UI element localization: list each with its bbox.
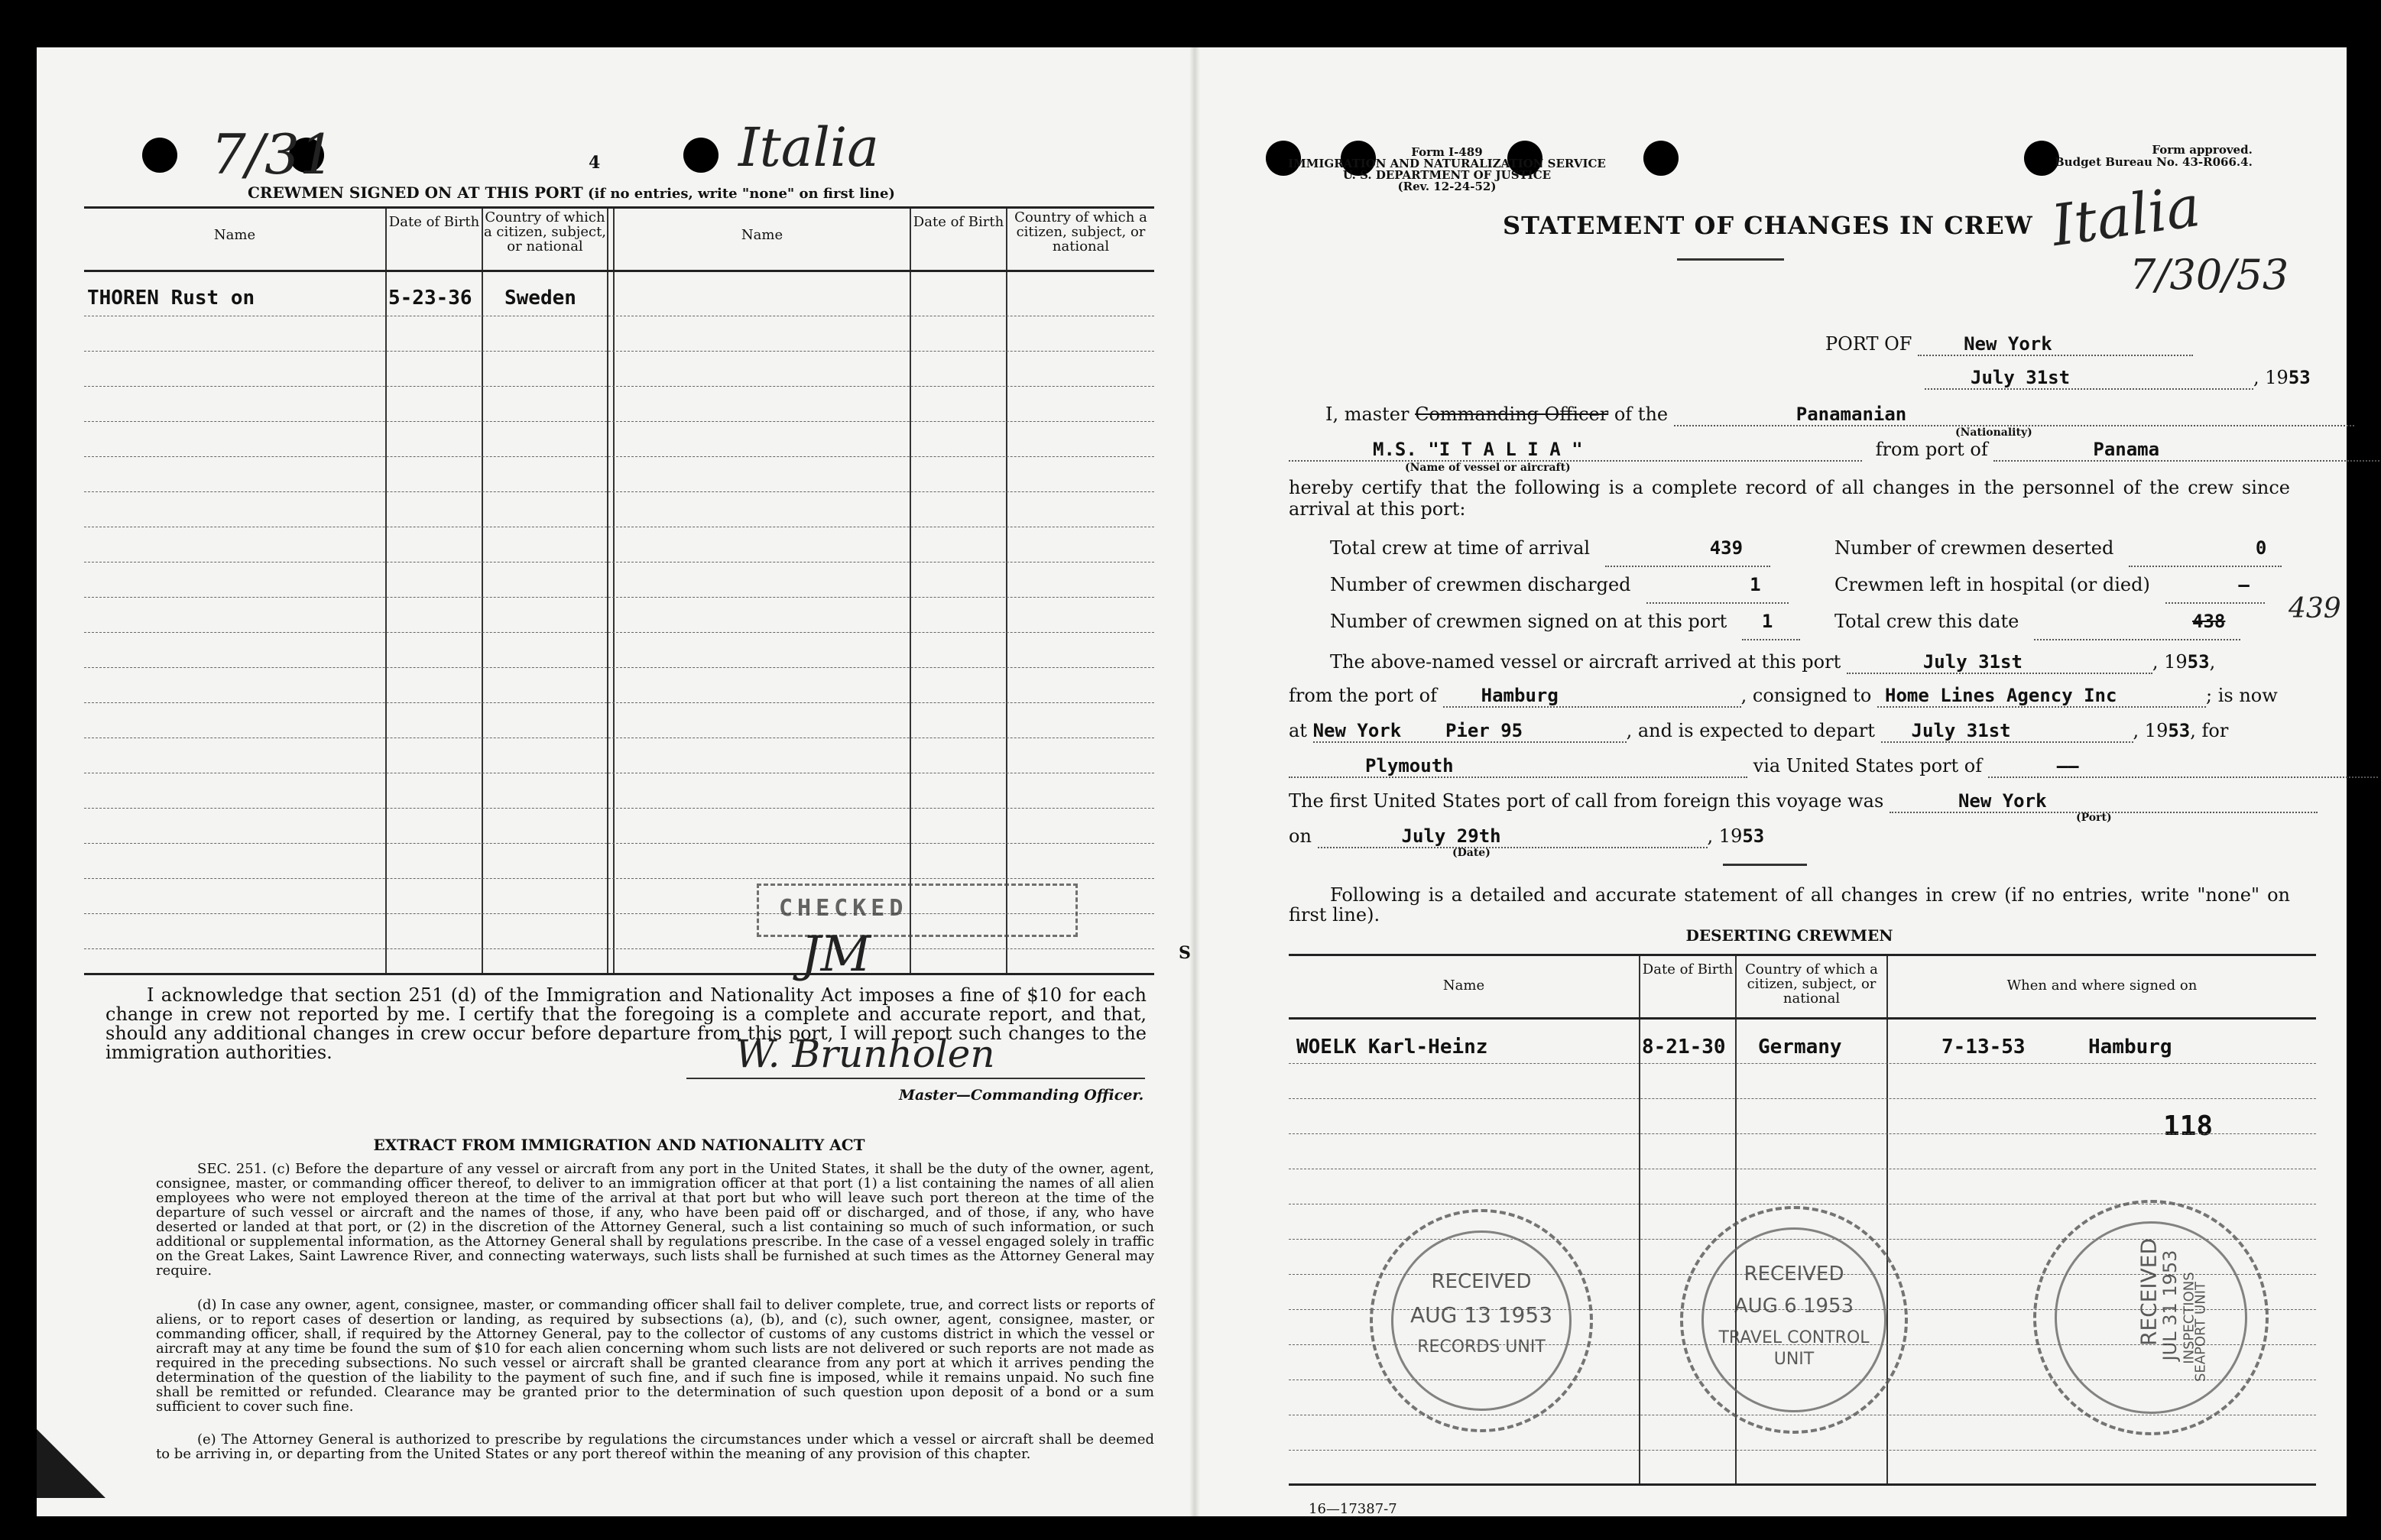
stat-row bbox=[1834, 530, 2282, 567]
master-signature: W. Brunholen bbox=[735, 1032, 995, 1076]
header-dob: Date of Birth bbox=[388, 214, 480, 230]
arrival-line: The above-named vessel or aircraft arrived at this port July 31st , 1953, bbox=[1330, 651, 2216, 673]
at-label: at bbox=[1289, 720, 1307, 741]
signed-on-table bbox=[84, 206, 1154, 975]
budget-number: Budget Bureau No. 43-R066.4. bbox=[2055, 155, 2253, 169]
nationality-label: (Nationality) bbox=[1955, 426, 2032, 439]
location-city: New York bbox=[1312, 720, 1402, 741]
stamp-date: JUL 31 1953 bbox=[2159, 1250, 2181, 1361]
deserter-country: Germany bbox=[1758, 1036, 1842, 1059]
from-port-value: Panama bbox=[1993, 439, 2381, 462]
deserter-signed-date: 7-13-53 bbox=[1941, 1036, 2026, 1059]
crew-name: THOREN Rust on bbox=[87, 287, 255, 310]
stat-label: Crewmen left in hospital (or died) bbox=[1834, 574, 2150, 595]
port-caption: (Port) bbox=[2076, 812, 2112, 824]
stat-row bbox=[1330, 604, 1800, 640]
stamp-date: AUG 13 1953 bbox=[1409, 1302, 1553, 1328]
stat-label: Total crew this date bbox=[1834, 611, 2019, 632]
form-revision: (Rev. 12-24-52) bbox=[1397, 180, 1497, 193]
certification-line-1 bbox=[1325, 404, 2354, 426]
via-port: —— bbox=[1988, 755, 2378, 778]
header-dob-2: Date of Birth bbox=[913, 214, 1004, 230]
port-label: PORT OF bbox=[1825, 333, 1912, 355]
agency-name: IMMIGRATION AND NATURALIZATION SERVICE bbox=[1288, 157, 1606, 170]
margin-mark: S bbox=[1179, 943, 1191, 963]
approved-label: Form approved. bbox=[2152, 143, 2253, 157]
from-the-port-label: from the port of bbox=[1289, 685, 1438, 706]
stat-row bbox=[1834, 604, 2282, 640]
acknowledgement-text: I acknowledge that section 251 (d) of the Immigration and Nationality Act imposes a fine of $10 for each change in crew not reported by me. I certify that the foregoing is a complete and accurate report, and that, should any additional changes in crew occur before departure from this port, I will report such changes to the immigration authorities. bbox=[105, 984, 1147, 1063]
first-date: July 29th bbox=[1318, 825, 1708, 848]
vessel-label: (Name of vessel or aircraft) bbox=[1405, 462, 1571, 474]
vessel-value: M.S. "I T A L I A " bbox=[1289, 439, 1862, 462]
deserter-signed-place: Hamburg bbox=[2088, 1036, 2172, 1059]
hand-number: 118 bbox=[2163, 1110, 2214, 1142]
crew-country: Sweden bbox=[504, 287, 576, 310]
date-value: July 31st bbox=[1925, 367, 2253, 390]
port-line bbox=[1825, 333, 2193, 356]
hand-vessel-name: Italia bbox=[2047, 173, 2204, 260]
stats-left bbox=[1330, 530, 1800, 640]
hand-date: 7/30/53 bbox=[2130, 251, 2289, 299]
pier: Pier 95 bbox=[1445, 720, 1523, 741]
received-stamp-inspections bbox=[2033, 1200, 2269, 1435]
nationality-value: Panamanian bbox=[1674, 404, 2354, 426]
department-name: U. S. DEPARTMENT OF JUSTICE bbox=[1342, 168, 1552, 182]
deserter-name: WOELK Karl-Heinz bbox=[1296, 1036, 1488, 1059]
stat-label: Number of crewmen signed on at this port bbox=[1330, 611, 1727, 632]
section-heading bbox=[248, 183, 895, 202]
location-line: at New York Pier 95 , and is expected to depart July 31st , 1953, for bbox=[1289, 720, 2229, 741]
form-header bbox=[1229, 147, 1665, 193]
stat-value: 1 bbox=[1742, 604, 1800, 640]
first-date-line: on July 29th , 1953 bbox=[1289, 825, 1765, 847]
page-number: 4 bbox=[589, 153, 601, 173]
punch-hole bbox=[683, 138, 719, 173]
header-name-2: Name bbox=[741, 227, 783, 243]
first-port-text: The first United States port of call from foreign this voyage was bbox=[1289, 790, 1884, 812]
stat-row bbox=[1834, 567, 2282, 604]
footer-code: 16—17387-7 bbox=[1309, 1501, 1397, 1517]
port-value: New York bbox=[1918, 333, 2193, 356]
expected-text: , and is expected to depart bbox=[1626, 720, 1875, 741]
checked-stamp: CHECKED bbox=[757, 883, 1078, 937]
consigned-label: , consigned to bbox=[1740, 685, 1872, 706]
page-fold bbox=[1189, 47, 1200, 1516]
following-text: Following is a detailed and accurate statement of all changes in crew (if no entries, write "none" on first line). bbox=[1289, 884, 2290, 926]
stat-value: 438 bbox=[2034, 604, 2240, 640]
stat-row bbox=[1330, 530, 1800, 567]
struck-title: Commanding Officer bbox=[1415, 404, 1609, 425]
torn-corner bbox=[37, 1429, 105, 1498]
stamp-line: SEAPORT UNIT bbox=[2192, 1282, 2209, 1382]
origin-line bbox=[1289, 685, 2278, 708]
desert-header-name: Name bbox=[1442, 977, 1485, 994]
stat-value: — bbox=[2165, 567, 2265, 604]
stamp-line: RECEIVED bbox=[1744, 1263, 1844, 1285]
stamp-date: AUG 6 1953 bbox=[1734, 1295, 1854, 1318]
from-port-label: from port of bbox=[1875, 439, 1988, 460]
crew-dob: 5-23-36 bbox=[388, 287, 472, 310]
budget-approval bbox=[2055, 144, 2253, 168]
destination-line bbox=[1289, 755, 2378, 778]
stat-value: 439 bbox=[1605, 530, 1770, 567]
section-title: CREWMEN SIGNED ON AT THIS PORT bbox=[248, 183, 583, 202]
destination: Plymouth bbox=[1289, 755, 1747, 778]
depart-year: 53 bbox=[2168, 720, 2191, 741]
extract-subsection-c: SEC. 251. (c) Before the departure of any vessel or aircraft from any port in the United States, it shall be the duty of the owner, agent, consignee, master, or commanding officer thereof, to deliver to an immigration officer at that port (1) a list containing the names of all alien employees who were not employed thereon at the time of the arrival at that port but who will leave such port thereon at the time of the departure of such vessel or aircraft and the names of those, if any, who have been paid off or discharged, and of those, if any, who have deserted or landed at that port, or (2) in the discretion of the Attorney General, such a list containing so much of such information, or such additional or supplemental information, as the Attorney General shall by regulations prescribe. In the case of a vessel engaged solely in traffic on the Great Lakes, Saint Lawrence River, and connecting waterways, such lists shall be furnished at such times as the Attorney General may require. bbox=[156, 1161, 1154, 1279]
deserting-title: DESERTING CREWMEN bbox=[1685, 926, 1893, 945]
desert-header-dob: Date of Birth bbox=[1642, 961, 1734, 977]
stamp-line: RECORDS UNIT bbox=[1417, 1337, 1546, 1357]
for-label: , for bbox=[2190, 720, 2229, 741]
date-caption: (Date) bbox=[1452, 847, 1491, 859]
header-name: Name bbox=[213, 227, 256, 243]
arrived-year: 53 bbox=[2187, 651, 2210, 673]
stat-label: Total crew at time of arrival bbox=[1330, 537, 1591, 559]
desert-header-when: When and where signed on bbox=[2006, 977, 2198, 994]
extract-subsection-d: (d) In case any owner, agent, consignee, master, or commanding officer shall fail to deliver complete, true, and correct lists or reports of aliens, or to report cases of desertion or landing, as required by subsections (a), (b), and (c), such owner, agent, consignee, master, or commanding officer, shall, if required by the Attorney General, pay to the collector of customs of any customs district in which the vessel or aircraft may at any time be found the sum of $10 for each alien concerning whom such lists are not delivered or such reports are not made as required in the preceding subsections. No such vessel or aircraft shall be granted clearance from any port at which it arrives pending the determination of the question of the liability to the payment of such fine, and if such fine is imposed, while it remains unpaid. No such fine shall be remitted or refunded. Clearance may be granted prior to the determination of such question upon deposit of a bond or a sum sufficient to cover such fine. bbox=[156, 1297, 1154, 1415]
received-stamp-travel-control bbox=[1680, 1206, 1908, 1434]
is-now-label: ; is now bbox=[2206, 685, 2278, 706]
signature-label: Master—Commanding Officer. bbox=[899, 1087, 1144, 1104]
form-id: Form I-489 bbox=[1411, 145, 1483, 159]
depart-date: July 31st bbox=[1881, 720, 2133, 743]
certification-line-2 bbox=[1289, 439, 2381, 462]
stat-label: Number of crewmen deserted bbox=[1834, 537, 2114, 559]
on-label: on bbox=[1289, 825, 1312, 847]
date-line: July 31st , 1953 bbox=[1925, 367, 2311, 390]
stamp-line: TRAVEL CONTROL bbox=[1718, 1328, 1870, 1347]
cert-of-the: of the bbox=[1614, 404, 1669, 425]
year-prefix: 19 bbox=[2265, 367, 2289, 388]
top-handwriting: Italia bbox=[738, 116, 880, 179]
arrived-text: The above-named vessel or aircraft arrived at this port bbox=[1330, 651, 1841, 673]
date-year: 53 bbox=[2288, 367, 2311, 388]
location-value bbox=[1313, 720, 1627, 743]
consignee: Home Lines Agency Inc bbox=[1877, 685, 2206, 708]
stamp-line: INSPECTIONS bbox=[2181, 1272, 2198, 1364]
first-port-line bbox=[1289, 790, 2318, 813]
header-country: Country of which a citizen, subject, or national bbox=[483, 209, 607, 255]
via-text: via United States port of bbox=[1753, 755, 1983, 776]
certification-text: hereby certify that the following is a complete record of all changes in the personnel of the crew since arrival at this port: bbox=[1289, 477, 2290, 520]
form-title: STATEMENT OF CHANGES IN CREW bbox=[1503, 211, 2033, 240]
stat-label: Number of crewmen discharged bbox=[1330, 574, 1631, 595]
hand-total-correction: 439 bbox=[2289, 593, 2341, 624]
stat-value: 1 bbox=[1646, 567, 1789, 604]
initials: JM bbox=[801, 926, 871, 983]
punch-hole bbox=[142, 138, 177, 173]
stat-value: 0 bbox=[2129, 530, 2282, 567]
extract-subsection-e: (e) The Attorney General is authorized to prescribe by regulations the circumstances under which a vessel or aircraft shall be deemed to be arriving in, or departing from the United States or any port thereof within the meaning of any provision of this chapter. bbox=[156, 1431, 1154, 1462]
extract-title: EXTRACT FROM IMMIGRATION AND NATIONALITY ACT bbox=[373, 1136, 865, 1154]
first-year: 53 bbox=[1742, 825, 1765, 847]
deserter-dob: 8-21-30 bbox=[1642, 1036, 1726, 1059]
stamp-line: UNIT bbox=[1773, 1350, 1815, 1369]
desert-header-country: Country of which a citizen, subject, or national bbox=[1745, 961, 1878, 1007]
arrived-date: July 31st bbox=[1847, 651, 2152, 674]
stats-right bbox=[1834, 530, 2282, 640]
document-sheet bbox=[37, 47, 2347, 1516]
cert-intro: I, master bbox=[1325, 404, 1409, 425]
first-port-value: New York bbox=[1890, 790, 2318, 813]
stat-row bbox=[1330, 567, 1800, 604]
stamp-line: RECEIVED bbox=[2136, 1237, 2162, 1347]
corner-handwriting: 7/31 bbox=[211, 122, 335, 186]
section-note: (if no entries, write "none" on first line) bbox=[588, 186, 895, 202]
stamp-line: RECEIVED bbox=[1431, 1270, 1532, 1293]
header-country-2: Country of which a citizen, subject, or national bbox=[1014, 209, 1147, 255]
origin-port: Hamburg bbox=[1443, 685, 1741, 708]
received-stamp-records bbox=[1370, 1209, 1593, 1432]
